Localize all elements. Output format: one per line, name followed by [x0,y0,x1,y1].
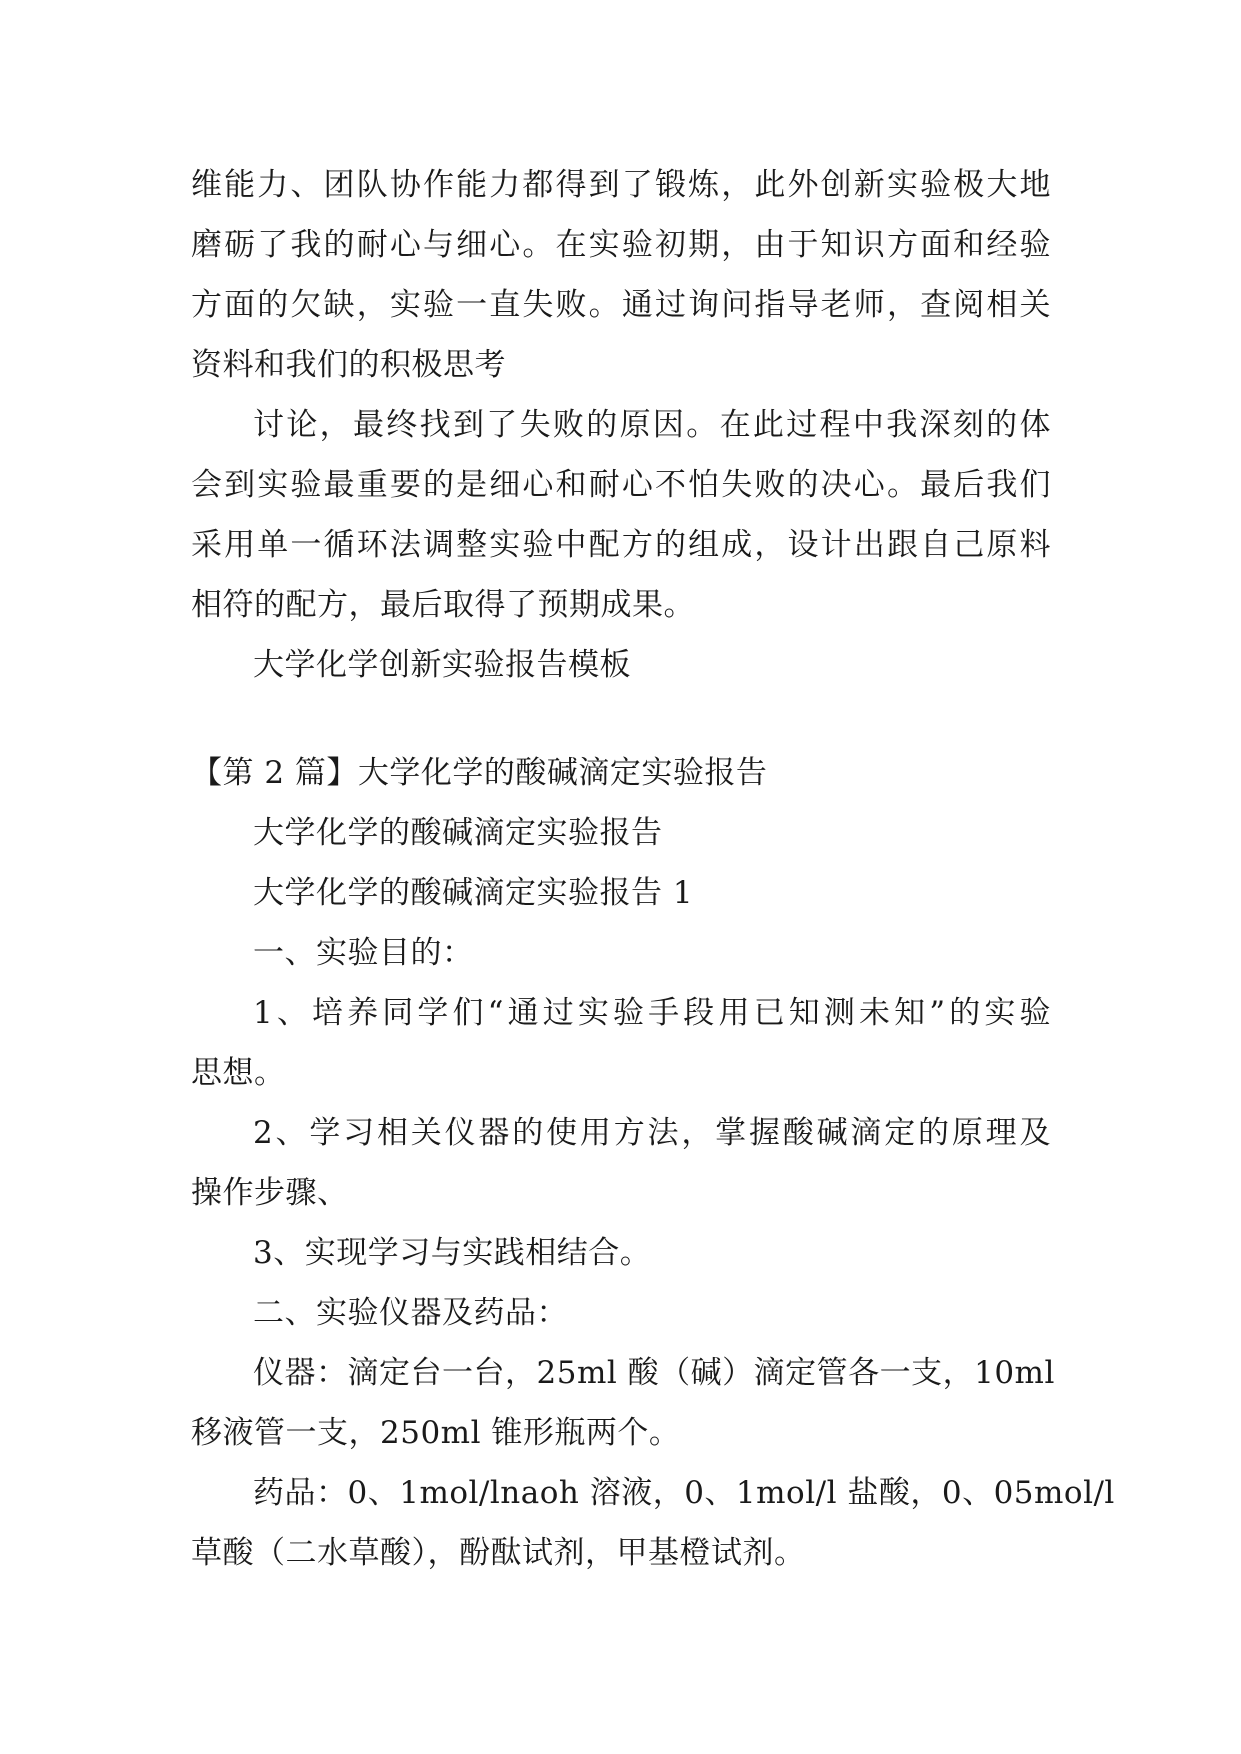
body-line: 1、培养同学们“通过实验手段用已知测未知”的实验 [253,995,1051,1031]
body-line: 维能力、团队协作能力都得到了锻炼，此外创新实验极大地 [191,167,1051,203]
body-line: 讨论，最终找到了失败的原因。在此过程中我深刻的体 [253,407,1051,443]
body-line: 会到实验最重要的是细心和耐心不怕失败的决心。最后我们 [191,467,1051,503]
body-line: 资料和我们的积极思考 [191,347,506,383]
body-line: 磨砺了我的耐心与细心。在实验初期，由于知识方面和经验 [191,227,1051,263]
body-line: 3、实现学习与实践相结合。 [253,1235,652,1271]
body-line: 操作步骤、 [191,1175,349,1211]
body-line: 移液管一支，250ml 锥形瓶两个。 [191,1415,681,1451]
document-body [191,0,1115,1754]
body-line: 药品：0、1mol/lnaoh 溶液，0、1mol/l 盐酸，0、05mol/l [253,1475,1115,1511]
section-heading: 【第 2 篇】大学化学的酸碱滴定实验报告 [191,755,768,791]
body-line: 相符的配方，最后取得了预期成果。 [191,587,695,623]
body-line: 大学化学的酸碱滴定实验报告 [253,815,663,851]
body-line: 思想。 [191,1055,286,1091]
body-line: 大学化学创新实验报告模板 [253,647,631,683]
body-line: 采用单一循环法调整实验中配方的组成，设计出跟自己原料 [191,527,1051,563]
body-line: 方面的欠缺，实验一直失败。通过询问指导老师，查阅相关 [191,287,1051,323]
body-line: 一、实验目的： [253,935,474,971]
body-line: 二、实验仪器及药品： [253,1295,568,1331]
body-line: 大学化学的酸碱滴定实验报告 1 [253,875,694,911]
body-line: 2、学习相关仪器的使用方法，掌握酸碱滴定的原理及 [253,1115,1051,1151]
body-line: 草酸（二水草酸），酚酞试剂，甲基橙试剂。 [191,1535,806,1571]
body-line: 仪器：滴定台一台，25ml 酸（碱）滴定管各一支，10ml [253,1355,1055,1391]
